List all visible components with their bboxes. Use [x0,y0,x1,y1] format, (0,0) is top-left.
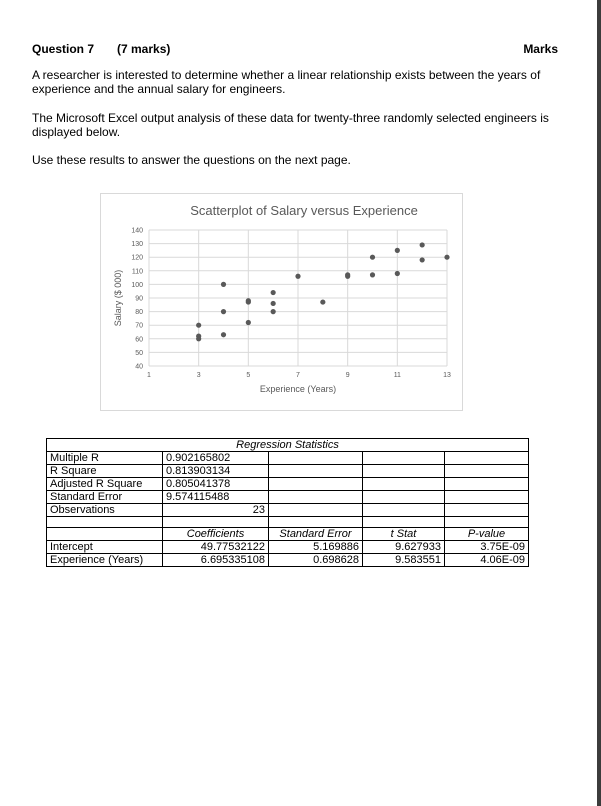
data-point [246,320,251,325]
data-point [295,274,300,279]
y-tick-label: 40 [135,363,143,371]
y-tick-label: 50 [135,349,143,357]
coef-header-row [47,528,529,541]
tstat-value: 9.627933 [363,541,445,554]
table-row [47,541,529,554]
data-point [246,299,251,304]
se-value: 0.698628 [269,554,363,567]
y-tick-label: 60 [135,336,143,344]
coef-label: Experience (Years) [47,554,163,567]
intro-paragraph: A researcher is interested to determine whether a linear relationship exists between the years of experience and the annual salary for engineers. [32,68,541,96]
x-tick-label: 9 [345,372,350,379]
data-point [196,323,201,328]
se-value: 5.169886 [269,541,363,554]
y-axis-label: Salary ($ 000) [113,269,123,327]
coef-value: 6.695335108 [163,554,269,567]
regression-stats-title: Regression Statistics [47,439,529,452]
data-point [345,274,350,279]
data-point [271,301,276,306]
stat-label: Multiple R [47,452,163,465]
y-tick-label: 120 [131,254,143,262]
data-point [420,242,425,247]
data-point [221,282,226,287]
question-number: Question 7 [32,42,95,56]
x-tick-label: 1 [147,372,151,379]
stat-value: 23 [163,504,269,517]
table-row [47,452,529,465]
table-row [47,465,529,478]
regression-table [46,438,529,567]
chart-title: Scatterplot of Salary versus Experience [190,203,418,218]
marks-column-label: Marks [523,42,558,56]
data-point [271,290,276,295]
data-point [271,309,276,314]
stat-value: 0.902165802 [163,452,269,465]
pvalue-header: P-value [445,528,529,541]
table-row [47,491,529,504]
x-tick-label: 7 [296,372,300,379]
stat-label: R Square [47,465,163,478]
x-tick-label: 13 [443,372,451,379]
data-point [320,299,325,304]
tstat-header: t Stat [363,528,445,541]
stat-label: Observations [47,504,163,517]
stat-value: 0.813903134 [163,465,269,478]
y-tick-label: 70 [135,322,143,330]
data-point [370,255,375,260]
coef-header: Coefficients [163,528,269,541]
data-point [221,309,226,314]
se-header: Standard Error [269,528,363,541]
x-axis-label: Experience (Years) [259,384,337,394]
data-point [196,336,201,341]
pvalue-value: 3.75E-09 [445,541,529,554]
instruction-paragraph: Use these results to answer the questions on the next page. [32,153,351,167]
scatter-chart [100,193,463,411]
y-tick-label: 140 [131,227,143,235]
tstat-value: 9.583551 [363,554,445,567]
y-tick-label: 130 [131,241,143,249]
coef-value: 49.77532122 [163,541,269,554]
data-point [444,255,449,260]
data-point [395,248,400,253]
data-point [395,271,400,276]
y-tick-label: 110 [131,268,143,276]
data-point [420,257,425,262]
data-point [221,332,226,337]
y-tick-label: 90 [135,295,143,303]
y-tick-label: 100 [131,281,143,289]
question-marks: (7 marks) [117,42,171,56]
table-row [47,478,529,491]
stat-value: 0.805041378 [163,478,269,491]
scatter-chart-svg [101,194,462,410]
x-tick-label: 11 [393,372,401,379]
stat-value: 9.574115488 [163,491,269,504]
pvalue-value: 4.06E-09 [445,554,529,567]
x-tick-label: 5 [246,372,251,379]
stat-label: Standard Error [47,491,163,504]
table-row [47,554,529,567]
x-tick-label: 3 [196,372,201,379]
data-point [370,272,375,277]
page-edge [597,0,601,806]
table-row [47,504,529,517]
y-tick-label: 80 [135,309,143,317]
coef-label: Intercept [47,541,163,554]
excel-paragraph: The Microsoft Excel output analysis of these data for twenty-three randomly selected engineers is displayed below. [32,111,549,139]
stat-label: Adjusted R Square [47,478,163,491]
